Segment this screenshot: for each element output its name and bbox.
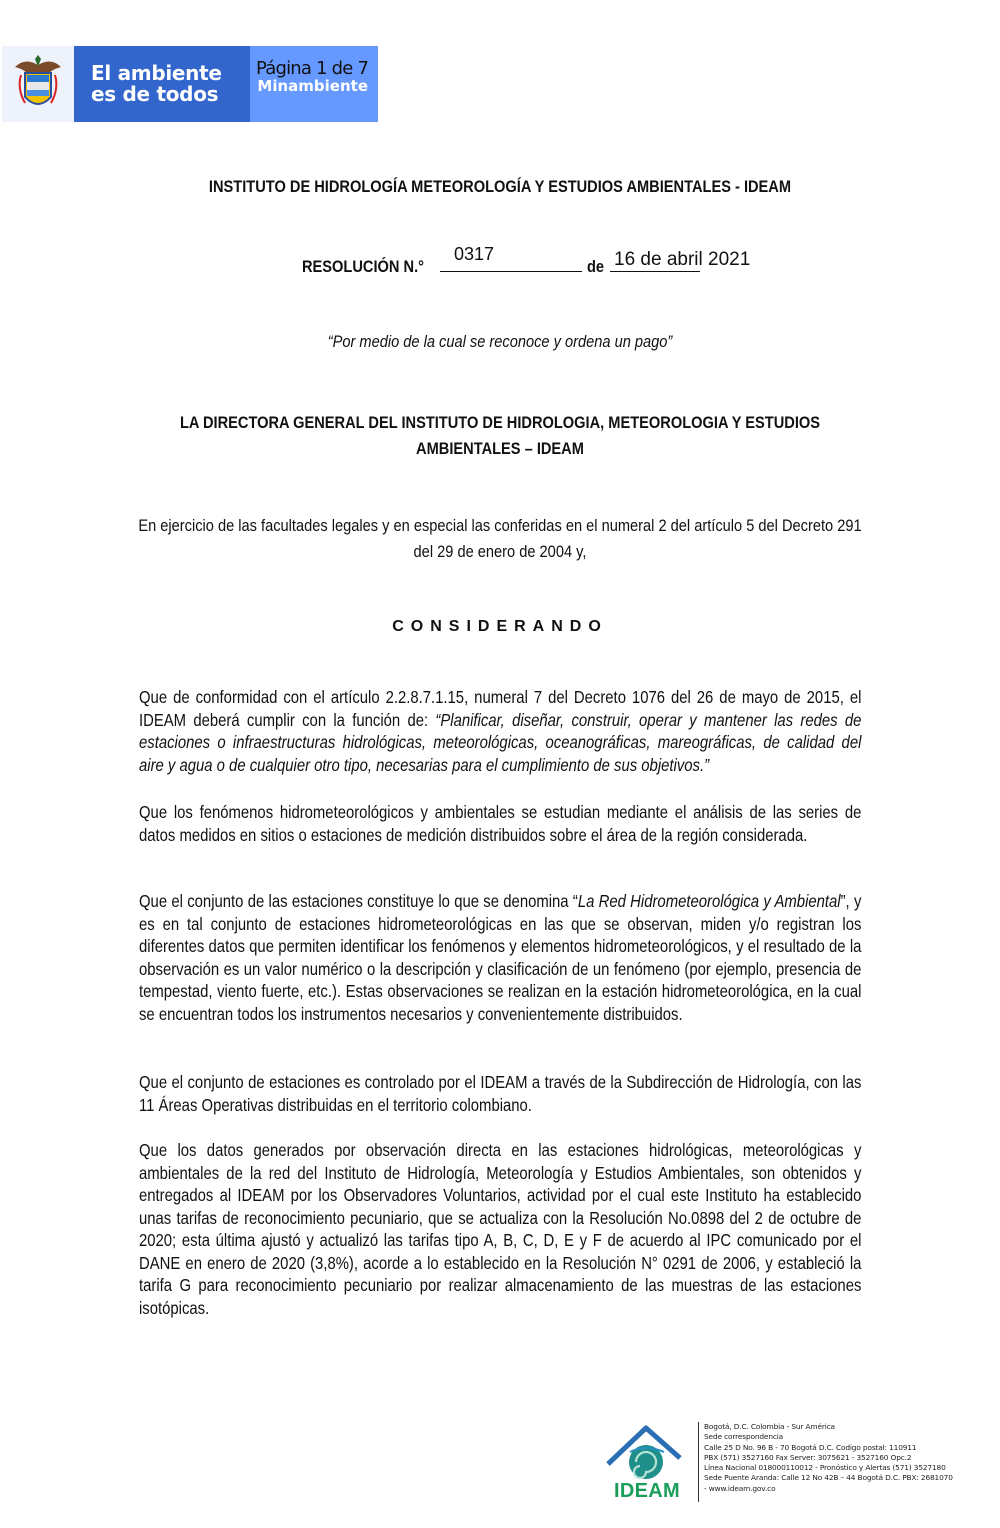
considerando-paragraph-5: [139, 1139, 861, 1319]
coat-of-arms-box: [2, 46, 74, 122]
considerando-paragraph-4: [139, 1071, 861, 1116]
resolution-number-underline: [440, 271, 582, 272]
institution-heading: [130, 177, 870, 197]
paragraph-text: Que los datos generados por observación directa en las estaciones hidrológicas, meteorológicas y ambientales de la red del Instituto de Hidrología, Meteorología y Estudios Ambientales, son obtenidos y entregados al IDEAM por los Observadores Voluntarios, actividad por el cual este Instituto ha establecido unas tarifas de reconocimiento pecuniario, que se actualiza con la Resolución No.0898 del 2 de octubre de 2020; esta última ajustó y actualizó las tarifas tipo A, B, C, D, E y F de acuerdo al IPC comunicado por el DANE en enero de 2020 (3,8%), acorde a lo establecido en la Resolución N° 0291 de 2006, y estableció la tarifa G para reconocimiento pecuniario por realizar almacenamiento de las muestras de las estaciones isotópicas.: [139, 1140, 862, 1318]
considerando-paragraph-3: [139, 890, 861, 1025]
header-banner: [2, 46, 378, 122]
paragraph-quote: “Planificar, diseñar, construir, operar y mantener las redes de estaciones o infraestructuras hidrológicas, meteorológicas, oceanográficas, mareográficas, de calidad del aire y agua o de cualquier otro tipo, necesarias para el cumplimiento de sus objetivos.”: [139, 709, 862, 775]
address-line: Sede correspondencia: [704, 1432, 784, 1442]
authority-heading: [130, 410, 870, 462]
footer: [602, 1422, 953, 1502]
brand-line-1: El ambiente: [91, 61, 222, 85]
paragraph-quote: La Red Hidrometeorológica y Ambiental: [577, 891, 841, 911]
date-connector: de: [587, 257, 605, 276]
resolution-label: RESOLUCIÓN N.°: [302, 257, 425, 276]
address-line: Sede Puente Aranda: Calle 12 No 42B – 44 Bogotá D.C. PBX: 2681070: [704, 1473, 953, 1483]
ideam-logo-text: IDEAM: [614, 1480, 680, 1502]
institution-heading-text: INSTITUTO DE HIDROLOGÍA METEOROLOGÍA Y ESTUDIOS AMBIENTALES - IDEAM: [208, 177, 792, 196]
address-line: Línea Nacional 018000110012 - Pronóstico y Alertas (571) 3527180: [704, 1463, 946, 1473]
footer-address: [698, 1422, 953, 1502]
resolution-date-underline: [610, 271, 700, 272]
considerando-paragraph-2: [139, 801, 861, 846]
website-link[interactable]: - www.ideam.gov.co: [704, 1483, 776, 1493]
coat-of-arms-icon: [11, 53, 65, 115]
faculties-statement-text: En ejercicio de las facultades legales y en especial las conferidas en el numeral 2 del artículo 5 del Decreto 291 del 29 de enero de 2004 y,: [138, 516, 862, 561]
brand-line-2: es de todos: [91, 82, 219, 106]
brand-slogan: [74, 46, 250, 122]
ideam-logo-icon: [602, 1422, 692, 1482]
considerando-paragraph-1: [139, 686, 861, 776]
address-line: Calle 25 D No. 96 B - 70 Bogotá D.C. Codigo postal: 110911: [704, 1442, 917, 1452]
resolution-date: 16 de abril 2021: [614, 249, 751, 270]
authority-heading-text: LA DIRECTORA GENERAL DEL INSTITUTO DE HIDROLOGIA, METEOROLOGIA Y ESTUDIOS AMBIENTALES – IDEAM: [179, 413, 821, 458]
resolution-subtitle-text: “Por medio de la cual se reconoce y ordena un pago”: [327, 332, 673, 351]
ministry-label: Minambiente: [257, 77, 368, 95]
paragraph-text-continued: ”, y es en tal conjunto de estaciones hidrometeorológicas en las que se observan, miden y/o registran los diferentes datos que permiten identificar los fenómenos y elementos hidrometeorológicos, y el resultado de la observación es un valor numérico o la descripción y clasificación de un fenómeno (por ejemplo, presencia de tempestad, viento fuerte, etc.). Estas observaciones se realizan en la estación hidrometeorológica, en la cual se encuentran todos los instrumentos necesarios y convenientemente distribuidos.: [139, 891, 862, 1024]
address-line: PBX (571) 3527160 Fax Server: 3075621 - 3527160 Opc.2: [704, 1452, 912, 1462]
resolution-subtitle: [130, 332, 870, 352]
considerando-heading: CONSIDERANDO: [392, 618, 608, 635]
ideam-logo: [602, 1422, 692, 1502]
paragraph-text: Que el conjunto de estaciones es controlado por el IDEAM a través de la Subdirección de Hidrología, con las 11 Áreas Operativas distribuidas en el territorio colombiano.: [139, 1072, 862, 1115]
faculties-statement: [130, 513, 870, 565]
paragraph-text: Que los fenómenos hidrometeorológicos y ambientales se estudian mediante el análisis de las series de datos medidos en sitios o estaciones de medición distribuidos sobre el área de la región considerada.: [139, 802, 862, 845]
paragraph-text: Que de conformidad con el artículo 2.2.8.7.1.15, numeral 7 del Decreto 1076 del 26 de mayo de 2015, el IDEAM deberá cumplir con la función de:: [139, 687, 862, 730]
ministry-box: [250, 46, 378, 122]
address-line: Bogotá, D.C. Colombia - Sur América: [704, 1422, 835, 1431]
resolution-number: 0317: [454, 244, 495, 264]
page-indicator: Página 1 de 7: [256, 58, 369, 79]
paragraph-text: Que el conjunto de las estaciones constituye lo que se denomina “: [139, 891, 578, 911]
